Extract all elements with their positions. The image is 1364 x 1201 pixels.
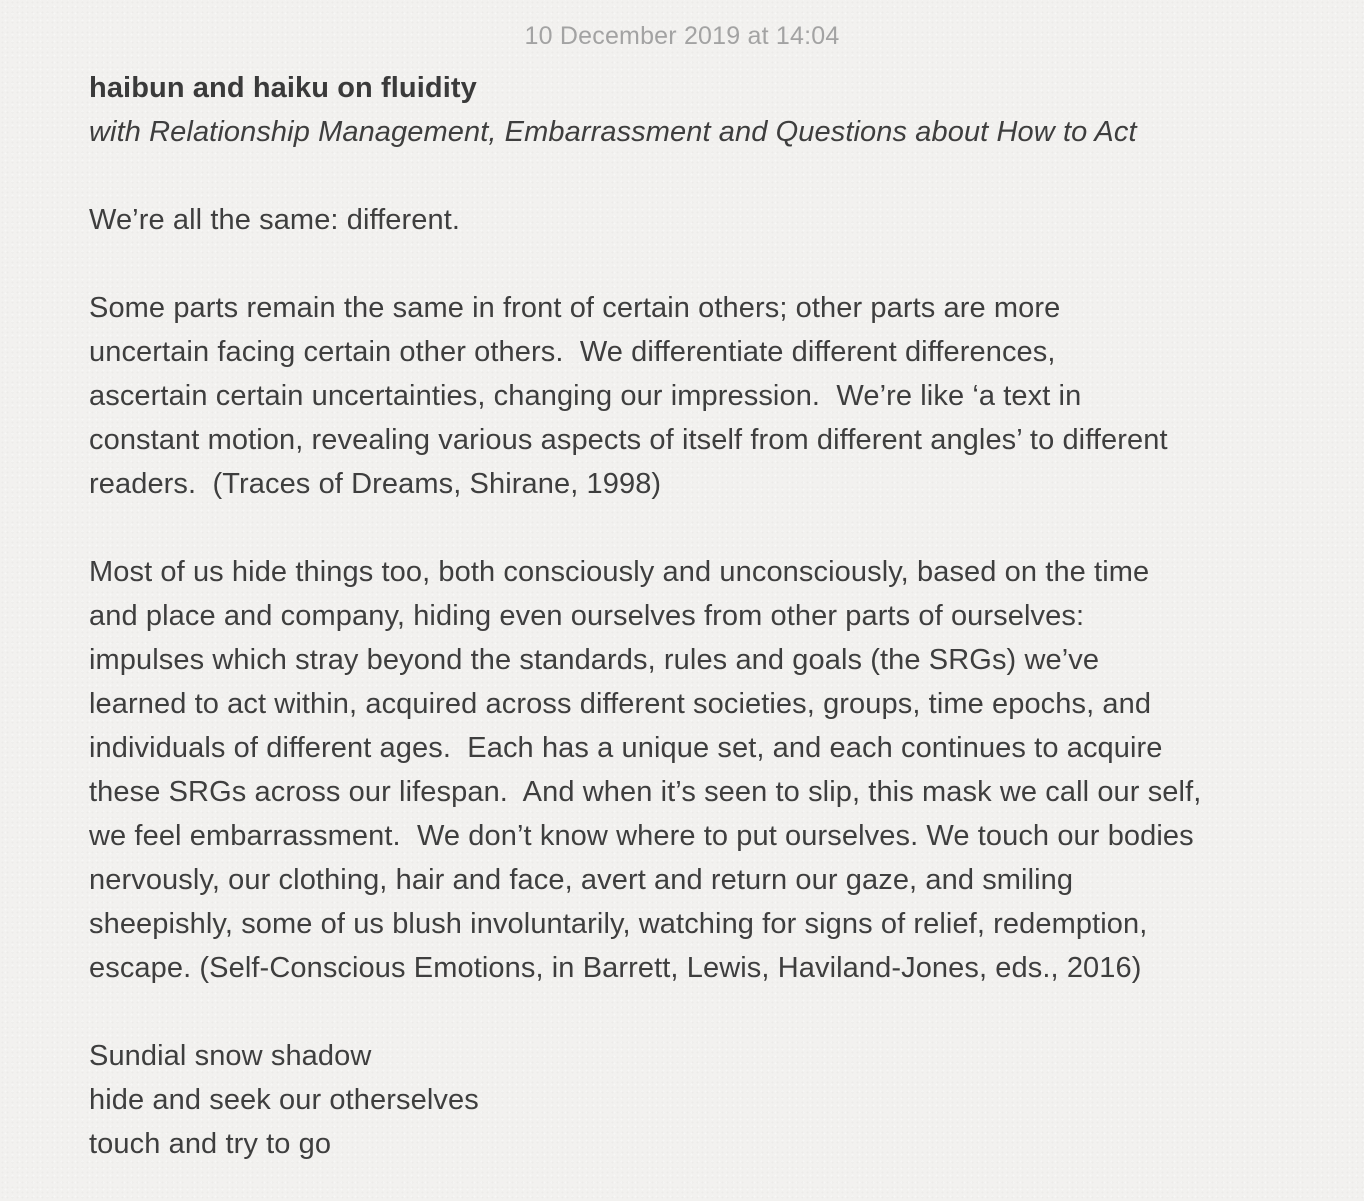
blank-line	[89, 990, 1304, 1034]
note-body[interactable]	[89, 66, 1304, 1166]
paragraph-line: constant motion, revealing various aspects of itself from different angles’ to different	[89, 424, 1168, 456]
paragraph-line: we feel embarrassment. We don’t know where to put ourselves. We touch our bodies	[89, 820, 1194, 852]
opening-line: We’re all the same: different.	[89, 204, 461, 236]
paragraph-line: readers. (Traces of Dreams, Shirane, 1998)	[89, 468, 662, 500]
paragraph-line: impulses which stray beyond the standards, rules and goals (the SRGs) we’ve	[89, 644, 1100, 676]
paragraph-line: sheepishly, some of us blush involuntarily, watching for signs of relief, redemption,	[89, 908, 1148, 940]
paragraph-line: nervously, our clothing, hair and face, avert and return our gaze, and smiling	[89, 864, 1074, 896]
note-timestamp: 10 December 2019 at 14:04	[524, 22, 840, 50]
paragraph-1	[89, 286, 1304, 506]
blank-line	[89, 506, 1304, 550]
paragraph-line: these SRGs across our lifespan. And when it’s seen to slip, this mask we call our self,	[89, 776, 1202, 808]
paragraph-line: individuals of different ages. Each has a unique set, and each continues to acquire	[89, 732, 1163, 764]
haiku-line: touch and try to go	[89, 1128, 332, 1160]
paragraph-line: Some parts remain the same in front of certain others; other parts are more	[89, 292, 1061, 324]
paragraph-line: and place and company, hiding even ourselves from other parts of ourselves:	[89, 600, 1085, 632]
haiku	[89, 1034, 1304, 1166]
paragraph-line: Most of us hide things too, both consciously and unconsciously, based on the time	[89, 556, 1150, 588]
paragraph-line: ascertain certain uncertainties, changing our impression. We’re like ‘a text in	[89, 380, 1082, 412]
paragraph-line: learned to act within, acquired across different societies, groups, time epochs, and	[89, 688, 1152, 720]
paragraph-2	[89, 550, 1304, 990]
blank-line	[89, 154, 1304, 198]
note-subtitle: with Relationship Management, Embarrassment and Questions about How to Act	[89, 116, 1137, 148]
paragraph-line: escape. (Self-Conscious Emotions, in Barrett, Lewis, Haviland-Jones, eds., 2016)	[89, 952, 1142, 984]
haiku-line: hide and seek our otherselves	[89, 1084, 479, 1116]
blank-line	[89, 242, 1304, 286]
paragraph-line: uncertain facing certain other others. We differentiate different differences,	[89, 336, 1056, 368]
haiku-line: Sundial snow shadow	[89, 1040, 372, 1072]
note-title: haibun and haiku on fluidity	[89, 72, 477, 104]
